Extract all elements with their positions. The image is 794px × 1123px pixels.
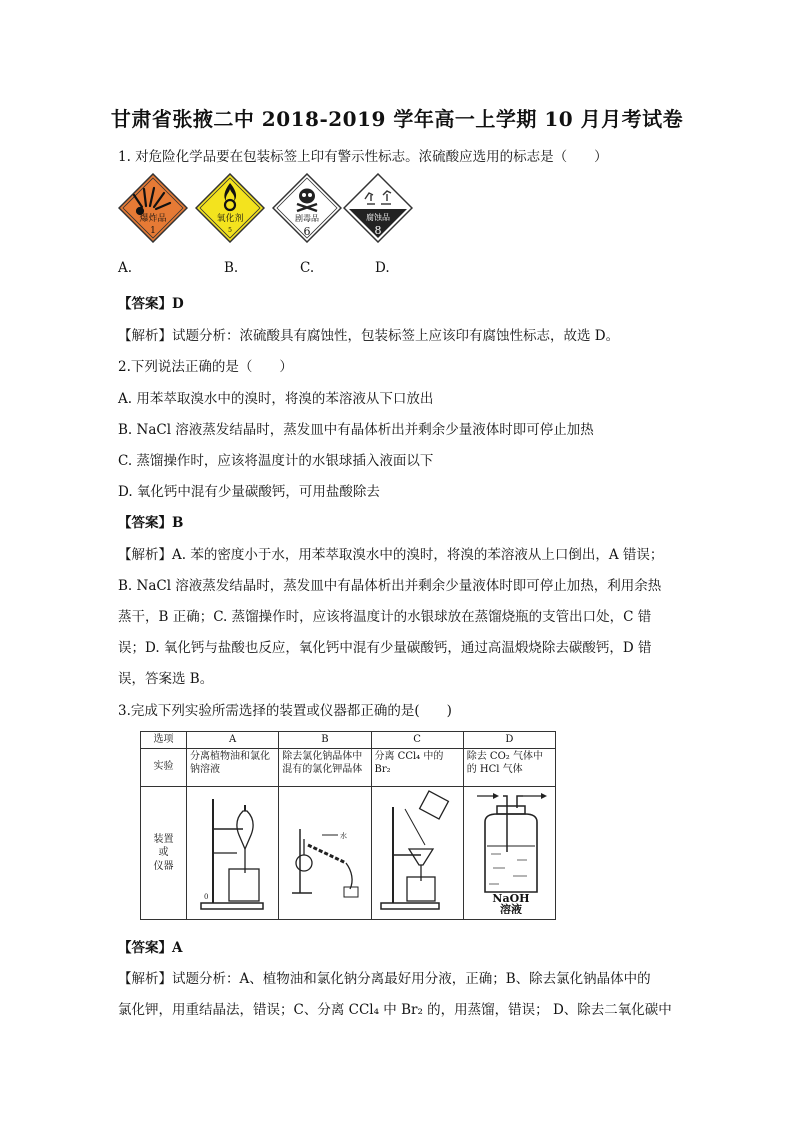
svg-text:5: 5 [228,227,232,234]
q1-stem: 1. 对危险化学品要在包装标签上印有警示性标志。浓硫酸应选用的标志是（ ） [118,149,608,165]
q2-option-c: C. 蒸馏操作时，应该将温度计的水银球插入液面以下 [118,453,434,469]
q2-stem: 2.下列说法正确的是（ ） [118,359,293,375]
distillation-apparatus-icon [282,789,368,913]
row-label-experiment: 实验 [141,748,187,786]
page-title: 甘肃省张掖二中 2018-2019 学年高一上学期 10 月月考试卷 [110,107,684,131]
toxic-sign [272,173,342,243]
device-a [187,786,279,920]
corrosive-sign [343,173,413,243]
q1-option-b: B. [224,260,239,276]
experiment-d: 除去 CO₂ 气体中的 HCl 气体 [463,748,555,786]
q2-option-b: B. NaCl 溶液蒸发结晶时，蒸发皿中有晶体析出并剩余少量液体时即可停止加热 [118,422,594,438]
svg-text:水: 水 [340,831,348,840]
svg-text:NaOH: NaOH [492,891,530,905]
explosive-label: 爆炸品 [139,214,167,224]
svg-text:1: 1 [150,226,156,236]
explosive-sign [118,173,188,243]
gas-washing-bottle-icon [467,788,555,914]
q3-answer: 【答案】A [118,940,183,956]
row-label-option: 选项 [141,732,187,749]
device-c [371,786,463,920]
table-row [141,786,556,920]
experiment-a: 分离植物油和氯化钠溶液 [187,748,279,786]
q3-stem: 3.完成下列实验所需选择的装置或仪器都正确的是( ) [118,703,452,719]
col-header-c: C [371,732,463,749]
experiment-c: 分离 CCl₄ 中的 Br₂ [371,748,463,786]
q2-analysis-line: 误，答案选 B。 [118,671,214,687]
q2-answer: 【答案】B [118,515,184,531]
col-header-d: D [463,732,555,749]
col-header-a: A [187,732,279,749]
oxidizer-sign [195,173,265,243]
svg-text:8: 8 [374,224,382,237]
svg-text:0: 0 [203,892,209,901]
device-b [279,786,371,920]
q1-option-a: A. [118,260,133,276]
filtration-apparatus-icon [375,789,461,913]
experiment-table [140,731,556,920]
q1-option-c: C. [300,260,315,276]
q2-analysis-line: 误；D. 氧化钙与盐酸也反应，氧化钙中混有少量碳酸钙，通过高温煅烧除去碳酸钙，D 错 [118,640,652,656]
q2-analysis-line: B. NaCl 溶液蒸发结晶时，蒸发皿中有晶体析出并剩余少量液体时即可停止加热，利用余热 [118,578,662,594]
device-d [463,786,555,920]
oxidizer-label: 氧化剂 [216,214,244,224]
q1-answer: 【答案】D [118,296,184,312]
row-label-device: 装置 或 仪器 [141,786,187,920]
q3-analysis-line: 氯化钾，用重结晶法，错误；C、分离 CCl₄ 中 Br₂ 的，用蒸馏，错误； D、除去二氧化碳中 [118,1002,672,1018]
experiment-b: 除去氯化钠晶体中混有的氯化钾晶体 [279,748,371,786]
q2-analysis-line: 【解析】A. 苯的密度小于水，用苯萃取溴水中的溴时，将溴的苯溶液从上口倒出，A 错误； [118,547,664,563]
separatory-funnel-apparatus-icon [191,789,275,913]
table-row [141,748,556,786]
table-row [141,732,556,749]
q2-option-a: A. 用苯萃取溴水中的溴时，将溴的苯溶液从下口放出 [118,391,434,407]
q2-analysis-line: 蒸干，B 正确；C. 蒸馏操作时，应该将温度计的水银球放在蒸馏烧瓶的支管出口处，C 错 [118,609,652,625]
svg-text:6: 6 [303,225,311,238]
col-header-b: B [279,732,371,749]
q3-analysis-line: 【解析】试题分析：A、植物油和氯化钠分离最好用分液，正确；B、除去氯化钠晶体中的 [118,971,651,987]
corrosive-label: 腐蚀品 [366,213,390,222]
svg-text:溶液: 溶液 [499,902,522,914]
toxic-label: 剧毒品 [295,214,319,223]
q2-option-d: D. 氧化钙中混有少量碳酸钙，可用盐酸除去 [118,484,380,500]
q1-analysis: 【解析】试题分析：浓硫酸具有腐蚀性，包装标签上应该印有腐蚀性标志，故选 D。 [118,328,620,344]
q1-option-d: D. [375,260,390,276]
